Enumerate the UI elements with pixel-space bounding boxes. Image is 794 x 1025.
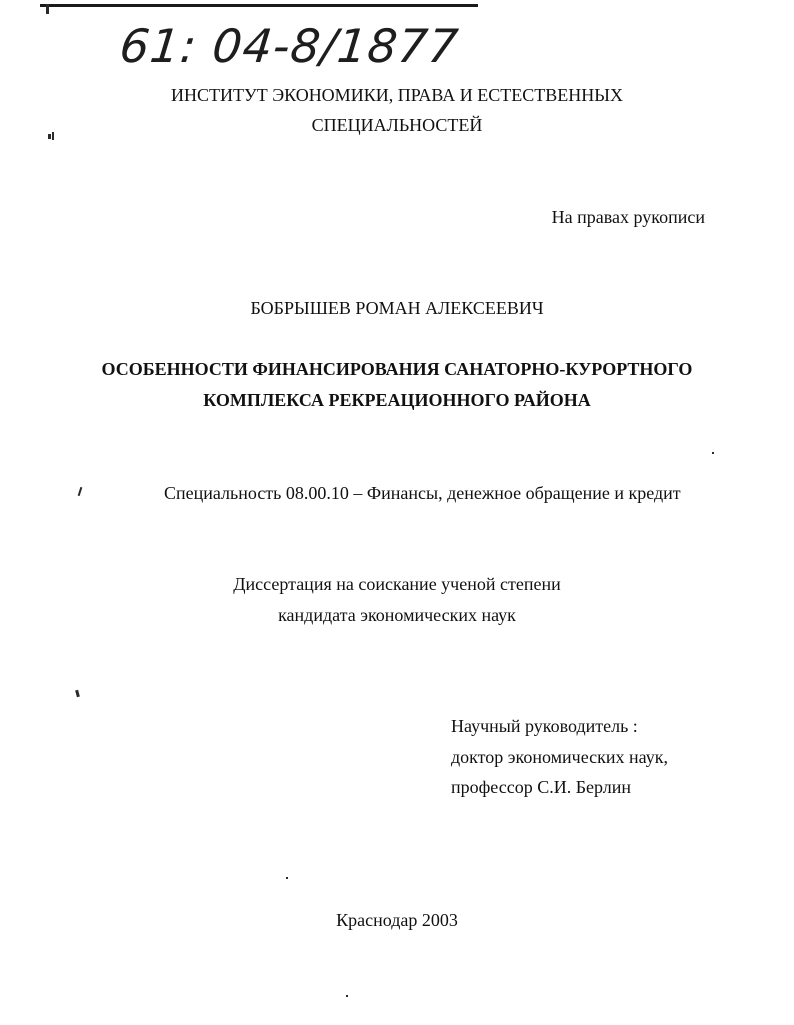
scan-speck xyxy=(48,134,51,139)
institute-name-line-2: СПЕЦИАЛЬНОСТЕЙ xyxy=(311,115,483,135)
institute-name-line-1: ИНСТИТУТ ЭКОНОМИКИ, ПРАВА И ЕСТЕСТВЕННЫХ xyxy=(171,85,623,105)
supervisor-name: профессор С.И. Берлин xyxy=(451,777,632,797)
scan-speck xyxy=(712,452,714,454)
specialty-line: Специальность 08.00.10 – Финансы, денежное обращение и кредит xyxy=(164,483,681,503)
dissertation-degree-line-2: кандидата экономических наук xyxy=(278,605,516,625)
scan-speck xyxy=(346,995,348,997)
scan-speck xyxy=(75,690,80,698)
supervisor-degree: доктор экономических наук, xyxy=(451,747,668,767)
manuscript-rights-note: На правах рукописи xyxy=(551,207,705,227)
place-and-year: Краснодар 2003 xyxy=(336,910,458,930)
handwritten-shelf-mark: 61: 04-8/1877 xyxy=(117,19,462,73)
scan-speck xyxy=(46,4,49,14)
scan-speck xyxy=(78,487,83,496)
author-name: БОБРЫШЕВ РОМАН АЛЕКСЕЕВИЧ xyxy=(250,298,544,318)
dissertation-title-line-2: КОМПЛЕКСА РЕКРЕАЦИОННОГО РАЙОНА xyxy=(203,390,591,410)
dissertation-degree-line-1: Диссертация на соискание ученой степени xyxy=(233,574,561,594)
supervisor-label: Научный руководитель : xyxy=(451,716,638,736)
scan-speck xyxy=(52,132,54,140)
scan-speck xyxy=(286,877,288,879)
top-border-rule xyxy=(40,4,478,7)
dissertation-title-line-1: ОСОБЕННОСТИ ФИНАНСИРОВАНИЯ САНАТОРНО-КУРОРТНОГО xyxy=(101,359,693,379)
